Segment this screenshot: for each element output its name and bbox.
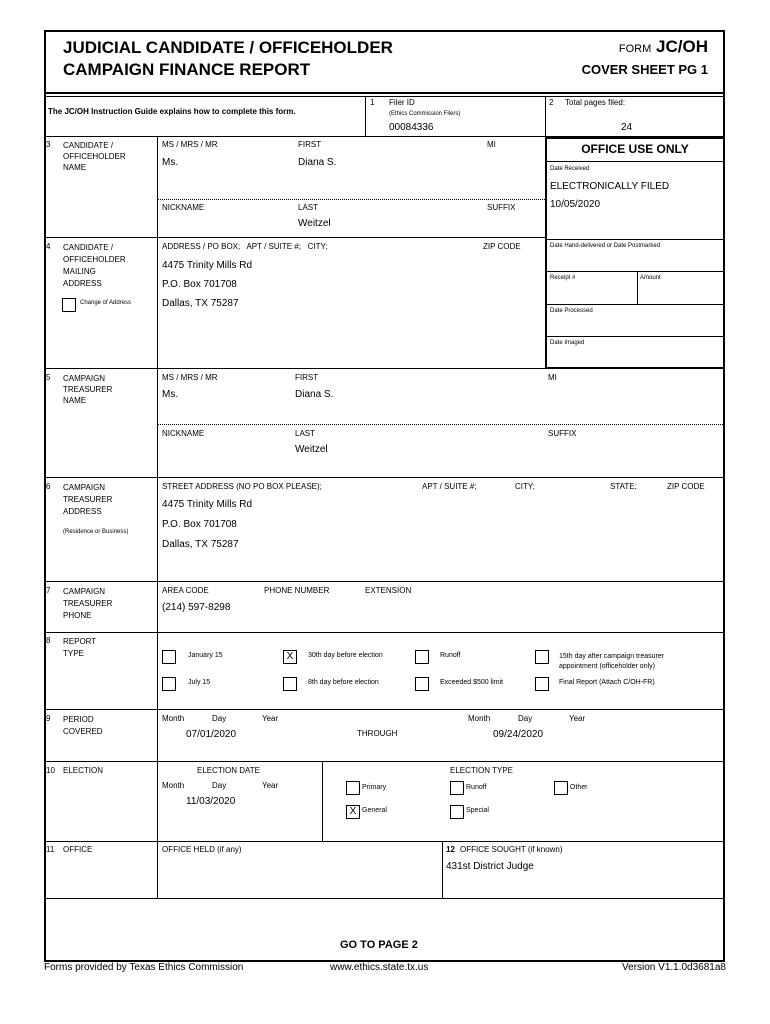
- report-exceeded-label: Exceeded $500 limit: [440, 679, 504, 686]
- form-title: [63, 37, 393, 81]
- cand-address-line1[interactable]: 4475 Trinity Mills Rd: [162, 260, 253, 271]
- footer-left: Forms provided by Texas Ethics Commission: [44, 962, 244, 973]
- processed-label: Date Processed: [550, 308, 593, 314]
- treas-salutation[interactable]: Ms.: [162, 389, 179, 400]
- cand-zip-label: ZIP CODE: [483, 242, 521, 251]
- election-day-label: Day: [212, 781, 227, 790]
- go-to-page-2: GO TO PAGE 2: [340, 939, 418, 951]
- treas-apt-label: APT / SUITE #;: [422, 482, 477, 491]
- section-6-sub: (Residence or Business): [63, 529, 129, 535]
- treas-first-label: FIRST: [295, 373, 319, 382]
- section-8-label: REPORT TYPE: [63, 637, 97, 658]
- section-6-num: 6: [46, 482, 51, 491]
- report-exceeded-checkbox[interactable]: [415, 677, 429, 691]
- total-pages-num: 2: [549, 98, 554, 107]
- cand-nickname-label: NICKNAME: [162, 203, 205, 212]
- report-8th-label: 8th day before election: [308, 679, 379, 686]
- section-3-label: CANDIDATE / OFFICEHOLDER NAME: [63, 141, 126, 172]
- title-line-1: JUDICIAL CANDIDATE / OFFICEHOLDER: [63, 38, 393, 57]
- report-15th-checkbox[interactable]: [535, 650, 549, 664]
- filer-id-label: Filer ID: [389, 98, 415, 107]
- treas-suffix-label: SUFFIX: [548, 429, 577, 438]
- election-month-label: Month: [162, 781, 185, 790]
- report-30th-checkbox[interactable]: X: [283, 650, 297, 664]
- filer-id-value[interactable]: 00084336: [389, 122, 434, 133]
- report-jul15-label: July 15: [188, 679, 211, 686]
- total-pages-label: Total pages filed:: [565, 98, 626, 107]
- footer-center: www.ethics.state.tx.us: [330, 962, 429, 973]
- treasurer-phone[interactable]: (214) 597-8298: [162, 602, 231, 613]
- election-special-label: Special: [466, 807, 489, 814]
- form-code-value: JC/OH: [656, 37, 708, 56]
- election-other-checkbox[interactable]: [554, 781, 568, 795]
- amount-label: Amount: [640, 275, 661, 281]
- section-10-num: 10: [46, 766, 55, 775]
- report-jan15-label: January 15: [188, 652, 223, 659]
- extension-label: EXTENSION: [365, 586, 412, 595]
- period-day-label: Day: [212, 714, 227, 723]
- election-primary-label: Primary: [362, 784, 387, 791]
- report-runoff-checkbox[interactable]: [415, 650, 429, 664]
- election-date[interactable]: 11/03/2020: [186, 796, 236, 807]
- election-primary-checkbox[interactable]: [346, 781, 360, 795]
- treas-address-line3[interactable]: Dallas, TX 75287: [162, 539, 239, 550]
- cand-address-line2[interactable]: P.O. Box 701708: [162, 279, 237, 290]
- treas-last[interactable]: Weitzel: [295, 444, 328, 455]
- report-runoff-label: Runoff: [440, 652, 461, 659]
- section-5-num: 5: [46, 373, 51, 382]
- section-7-label: CAMPAIGN TREASURER PHONE: [63, 587, 113, 620]
- treas-state-label: STATE;: [610, 482, 637, 491]
- change-of-address-label: Change of Address: [80, 300, 132, 306]
- section-4-num: 4: [46, 242, 51, 251]
- election-runoff-checkbox[interactable]: [450, 781, 464, 795]
- report-jan15-checkbox[interactable]: [162, 650, 176, 664]
- form-code: [619, 37, 708, 57]
- cover-sheet-label: COVER SHEET PG 1: [581, 62, 708, 77]
- report-final-checkbox[interactable]: [535, 677, 549, 691]
- cand-first[interactable]: Diana S.: [298, 157, 337, 168]
- treas-address-line2[interactable]: P.O. Box 701708: [162, 519, 237, 530]
- period-to[interactable]: 09/24/2020: [493, 729, 544, 740]
- office-held-label: OFFICE HELD (if any): [162, 845, 242, 854]
- election-type-label: ELECTION TYPE: [450, 766, 513, 775]
- treas-city-label: CITY;: [515, 482, 535, 491]
- report-30th-label: 30th day before election: [308, 652, 383, 659]
- election-date-label: ELECTION DATE: [197, 766, 260, 775]
- election-general-checkbox[interactable]: X: [346, 805, 360, 819]
- election-general-label: General: [362, 807, 387, 814]
- cand-first-label: FIRST: [298, 140, 322, 149]
- treas-last-label: LAST: [295, 429, 316, 438]
- filer-id-num: 1: [370, 98, 375, 107]
- section-9-num: 9: [46, 714, 51, 723]
- treas-zip-label: ZIP CODE: [667, 482, 705, 491]
- section-9-label: PERIOD COVERED: [63, 715, 103, 736]
- office-sought-label: OFFICE SOUGHT (if known): [460, 845, 563, 854]
- treas-nickname-label: NICKNAME: [162, 429, 205, 438]
- phone-number-label: PHONE NUMBER: [264, 586, 330, 595]
- cand-address-line3[interactable]: Dallas, TX 75287: [162, 298, 239, 309]
- treas-salutation-label: MS / MRS / MR: [162, 373, 218, 382]
- report-jul15-checkbox[interactable]: [162, 677, 176, 691]
- period-month-label: Month: [162, 714, 185, 723]
- treas-mi-label: MI: [548, 373, 557, 382]
- area-code-label: AREA CODE: [162, 586, 209, 595]
- section-7-num: 7: [46, 586, 51, 595]
- section-12-num: 12: [446, 845, 455, 854]
- receipt-label: Receipt #: [550, 275, 576, 281]
- section-10-label: ELECTION: [63, 766, 104, 775]
- date-received-label: Date Received: [550, 166, 590, 172]
- title-line-2: CAMPAIGN FINANCE REPORT: [63, 60, 311, 79]
- hand-delivered-label: Date Hand-delivered or Date Postmarked: [550, 243, 661, 249]
- imaged-label: Date Imaged: [550, 340, 585, 346]
- section-3-num: 3: [46, 140, 51, 149]
- office-use-title: OFFICE USE ONLY: [581, 142, 689, 156]
- form-word: FORM: [618, 43, 652, 55]
- period-year-label-2: Year: [569, 714, 586, 723]
- filer-id-sub: (Ethics Commission Filers): [389, 111, 461, 117]
- instruction-text: The JC/OH Instruction Guide explains how to complete this form.: [48, 107, 296, 116]
- cand-mi-label: MI: [487, 140, 496, 149]
- report-8th-checkbox[interactable]: [283, 677, 297, 691]
- election-other-label: Other: [570, 784, 588, 791]
- cand-salutation-label: MS / MRS / MR: [162, 140, 218, 149]
- filed-status: ELECTRONICALLY FILED: [550, 181, 670, 192]
- period-month-label-2: Month: [468, 714, 491, 723]
- cand-last[interactable]: Weitzel: [298, 218, 331, 229]
- election-year-label: Year: [262, 781, 279, 790]
- section-4-label: CANDIDATE / OFFICEHOLDER MAILING ADDRESS: [63, 243, 126, 288]
- period-day-label-2: Day: [518, 714, 533, 723]
- election-runoff-label: Runoff: [466, 784, 487, 791]
- report-15th-label: 15th day after campaign treasurer appointment (officeholder only): [559, 653, 665, 670]
- treas-street-label: STREET ADDRESS (NO PO BOX PLEASE);: [162, 482, 322, 491]
- election-special-checkbox[interactable]: [450, 805, 464, 819]
- cand-address-label: ADDRESS / PO BOX; APT / SUITE #; CITY;: [162, 242, 328, 251]
- period-year-label: Year: [262, 714, 279, 723]
- treas-first[interactable]: Diana S.: [295, 389, 334, 400]
- section-6-label: CAMPAIGN TREASURER ADDRESS: [63, 483, 113, 516]
- cand-last-label: LAST: [298, 203, 319, 212]
- section-11-num: 11: [46, 845, 55, 854]
- change-of-address-checkbox[interactable]: [62, 298, 76, 312]
- treas-address-line1[interactable]: 4475 Trinity Mills Rd: [162, 499, 253, 510]
- footer-right: Version V1.1.0d3681a8: [622, 962, 726, 973]
- through-label: THROUGH: [357, 729, 398, 738]
- report-final-label: Final Report (Attach C/OH-FR): [559, 679, 655, 686]
- period-from[interactable]: 07/01/2020: [186, 729, 237, 740]
- section-11-label: OFFICE: [63, 845, 93, 854]
- filed-date: 10/05/2020: [550, 199, 601, 210]
- section-8-num: 8: [46, 636, 51, 645]
- cand-salutation[interactable]: Ms.: [162, 157, 179, 168]
- section-5-label: CAMPAIGN TREASURER NAME: [63, 374, 113, 405]
- office-sought[interactable]: 431st District Judge: [446, 861, 534, 872]
- total-pages-value[interactable]: 24: [621, 122, 633, 133]
- cand-suffix-label: SUFFIX: [487, 203, 516, 212]
